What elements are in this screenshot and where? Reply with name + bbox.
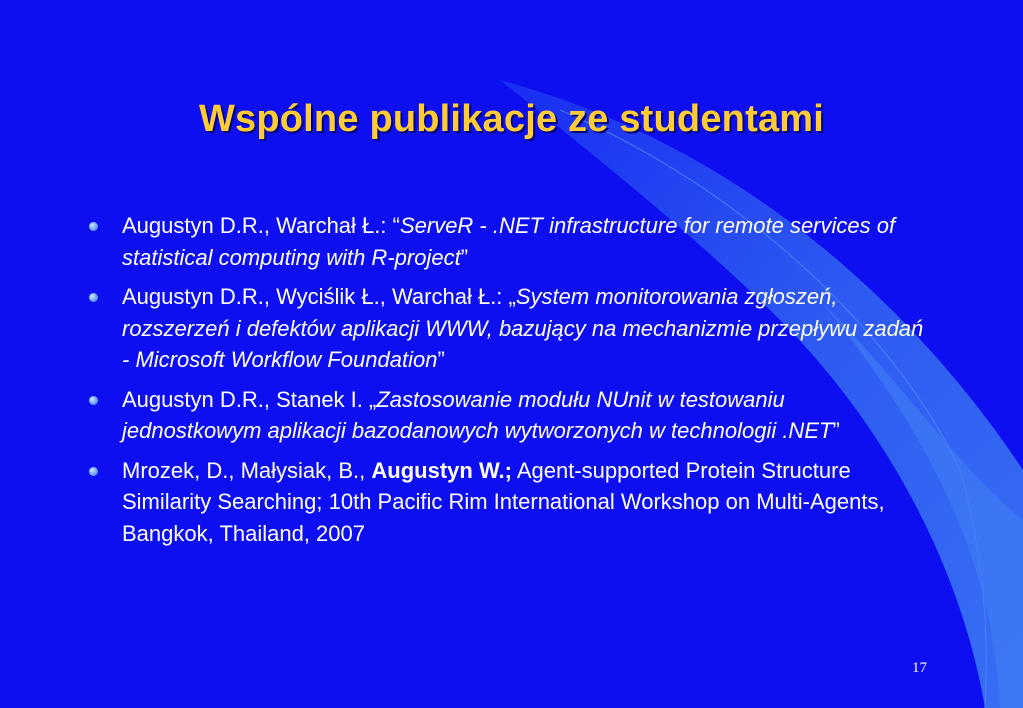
publication-list bbox=[86, 210, 926, 557]
item-highlighted-author: Augustyn W.; bbox=[371, 457, 512, 483]
bullet-icon bbox=[89, 222, 98, 231]
list-item bbox=[86, 281, 926, 376]
item-details: Agent-supported Protein Structure Similarity Searching; 10th Pacific Rim International Workshop on Multi-Agents, Bangkok, Thailand, 2007 bbox=[122, 457, 885, 546]
bullet-icon bbox=[89, 396, 98, 405]
item-authors: Augustyn D.R., Warchał Ł.: “ bbox=[122, 213, 400, 238]
item-title: System monitorowania zgłoszeń, rozszerzeń i defektów aplikacji WWW, bazujący na mechanizmie przepływu zadań - Microsoft Workflow Foundation bbox=[122, 284, 924, 372]
bullet-icon bbox=[89, 293, 98, 302]
item-quote-close: ” bbox=[460, 244, 469, 270]
slide-title: Wspólne publikacje ze studentami bbox=[198, 98, 825, 140]
item-title: ServeR - .NET infrastructure for remote services of statistical computing with R-project bbox=[122, 213, 896, 270]
bullet-icon bbox=[89, 467, 98, 476]
item-authors: Mrozek, D., Małysiak, B., bbox=[122, 457, 372, 483]
item-authors: Augustyn D.R., Stanek I. „ bbox=[122, 386, 377, 412]
item-title: Zastosowanie modułu NUnit w testowaniu jednostkowym aplikacji bazodanowych wytworzonych w technologii .NET bbox=[122, 386, 833, 443]
list-item bbox=[86, 384, 926, 447]
item-quote-close: ” bbox=[437, 347, 445, 372]
item-authors: Augustyn D.R., Wyciślik Ł., Warchał Ł.: „ bbox=[122, 284, 516, 309]
list-item bbox=[86, 455, 926, 550]
item-quote-close: ” bbox=[832, 418, 840, 443]
list-item bbox=[86, 210, 926, 273]
page-number: 17 bbox=[912, 660, 927, 676]
